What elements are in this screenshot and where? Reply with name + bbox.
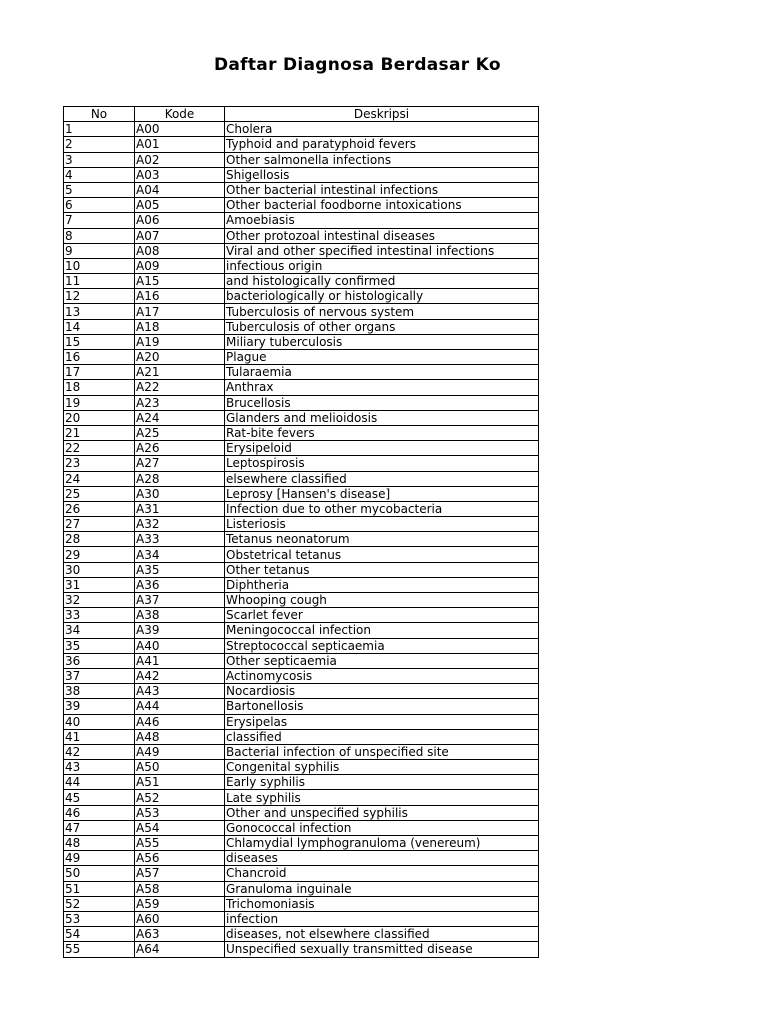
cell-no: 19 xyxy=(64,395,135,410)
cell-no: 50 xyxy=(64,866,135,881)
table-row xyxy=(64,744,539,759)
cell-deskripsi: Tuberculosis of other organs xyxy=(225,319,539,334)
cell-deskripsi: Anthrax xyxy=(225,380,539,395)
cell-no: 14 xyxy=(64,319,135,334)
table-row xyxy=(64,380,539,395)
table-row xyxy=(64,547,539,562)
cell-kode: A56 xyxy=(135,851,225,866)
table-row xyxy=(64,258,539,273)
cell-no: 47 xyxy=(64,820,135,835)
table-row xyxy=(64,684,539,699)
cell-no: 23 xyxy=(64,456,135,471)
cell-kode: A17 xyxy=(135,304,225,319)
cell-no: 30 xyxy=(64,562,135,577)
cell-no: 31 xyxy=(64,577,135,592)
cell-no: 22 xyxy=(64,441,135,456)
cell-deskripsi: Amoebiasis xyxy=(225,213,539,228)
cell-deskripsi: diseases, not elsewhere classified xyxy=(225,927,539,942)
table-row xyxy=(64,350,539,365)
header-row xyxy=(64,107,539,122)
cell-kode: A21 xyxy=(135,365,225,380)
cell-kode: A60 xyxy=(135,911,225,926)
cell-kode: A49 xyxy=(135,744,225,759)
cell-deskripsi: Early syphilis xyxy=(225,775,539,790)
table-row xyxy=(64,319,539,334)
cell-deskripsi: Typhoid and paratyphoid fevers xyxy=(225,137,539,152)
cell-kode: A51 xyxy=(135,775,225,790)
table-row xyxy=(64,456,539,471)
table-row xyxy=(64,365,539,380)
cell-no: 6 xyxy=(64,198,135,213)
table-row xyxy=(64,653,539,668)
cell-kode: A48 xyxy=(135,729,225,744)
cell-deskripsi: Chlamydial lymphogranuloma (venereum) xyxy=(225,836,539,851)
cell-deskripsi: Whooping cough xyxy=(225,593,539,608)
cell-no: 44 xyxy=(64,775,135,790)
cell-kode: A46 xyxy=(135,714,225,729)
cell-deskripsi: Miliary tuberculosis xyxy=(225,334,539,349)
cell-no: 27 xyxy=(64,517,135,532)
cell-deskripsi: Unspecified sexually transmitted disease xyxy=(225,942,539,957)
cell-deskripsi: diseases xyxy=(225,851,539,866)
cell-no: 49 xyxy=(64,851,135,866)
cell-no: 5 xyxy=(64,182,135,197)
cell-no: 41 xyxy=(64,729,135,744)
table-row xyxy=(64,851,539,866)
cell-deskripsi: Other septicaemia xyxy=(225,653,539,668)
table-row xyxy=(64,410,539,425)
cell-no: 42 xyxy=(64,744,135,759)
cell-kode: A31 xyxy=(135,501,225,516)
cell-kode: A35 xyxy=(135,562,225,577)
table-row xyxy=(64,805,539,820)
cell-kode: A38 xyxy=(135,608,225,623)
table-row xyxy=(64,668,539,683)
column-header-deskripsi: Deskripsi xyxy=(225,107,539,122)
table-row xyxy=(64,182,539,197)
cell-deskripsi: Other salmonella infections xyxy=(225,152,539,167)
table-row xyxy=(64,836,539,851)
cell-deskripsi: Scarlet fever xyxy=(225,608,539,623)
cell-deskripsi: Other protozoal intestinal diseases xyxy=(225,228,539,243)
cell-deskripsi: bacteriologically or histologically xyxy=(225,289,539,304)
cell-kode: A59 xyxy=(135,896,225,911)
table-row xyxy=(64,228,539,243)
table-row xyxy=(64,729,539,744)
cell-no: 52 xyxy=(64,896,135,911)
cell-no: 20 xyxy=(64,410,135,425)
cell-no: 3 xyxy=(64,152,135,167)
table-row xyxy=(64,137,539,152)
cell-kode: A25 xyxy=(135,425,225,440)
cell-kode: A64 xyxy=(135,942,225,957)
diagnosis-table xyxy=(63,106,539,958)
cell-deskripsi: Erysipelas xyxy=(225,714,539,729)
cell-kode: A24 xyxy=(135,410,225,425)
cell-no: 35 xyxy=(64,638,135,653)
table-row xyxy=(64,593,539,608)
cell-deskripsi: Granuloma inguinale xyxy=(225,881,539,896)
cell-kode: A44 xyxy=(135,699,225,714)
cell-kode: A33 xyxy=(135,532,225,547)
cell-deskripsi: Shigellosis xyxy=(225,167,539,182)
table-row xyxy=(64,881,539,896)
cell-deskripsi: Leptospirosis xyxy=(225,456,539,471)
cell-kode: A39 xyxy=(135,623,225,638)
cell-deskripsi: Viral and other specified intestinal infections xyxy=(225,243,539,258)
cell-no: 25 xyxy=(64,486,135,501)
table-row xyxy=(64,942,539,957)
table-row xyxy=(64,441,539,456)
cell-kode: A27 xyxy=(135,456,225,471)
cell-no: 18 xyxy=(64,380,135,395)
cell-deskripsi: Bartonellosis xyxy=(225,699,539,714)
cell-deskripsi: Erysipeloid xyxy=(225,441,539,456)
table-row xyxy=(64,198,539,213)
cell-no: 13 xyxy=(64,304,135,319)
cell-deskripsi: Plague xyxy=(225,350,539,365)
cell-no: 9 xyxy=(64,243,135,258)
cell-kode: A18 xyxy=(135,319,225,334)
cell-kode: A22 xyxy=(135,380,225,395)
cell-kode: A28 xyxy=(135,471,225,486)
column-header-kode: Kode xyxy=(135,107,225,122)
table-row xyxy=(64,304,539,319)
table-row xyxy=(64,167,539,182)
cell-no: 4 xyxy=(64,167,135,182)
cell-kode: A03 xyxy=(135,167,225,182)
table-row xyxy=(64,760,539,775)
cell-deskripsi: classified xyxy=(225,729,539,744)
table-row xyxy=(64,577,539,592)
cell-no: 10 xyxy=(64,258,135,273)
cell-deskripsi: Other bacterial intestinal infections xyxy=(225,182,539,197)
cell-deskripsi: Other and unspecified syphilis xyxy=(225,805,539,820)
cell-deskripsi: Congenital syphilis xyxy=(225,760,539,775)
cell-kode: A53 xyxy=(135,805,225,820)
cell-deskripsi: Brucellosis xyxy=(225,395,539,410)
cell-no: 1 xyxy=(64,122,135,137)
cell-kode: A50 xyxy=(135,760,225,775)
table-row xyxy=(64,243,539,258)
cell-deskripsi: Meningococcal infection xyxy=(225,623,539,638)
cell-no: 51 xyxy=(64,881,135,896)
cell-no: 46 xyxy=(64,805,135,820)
cell-kode: A40 xyxy=(135,638,225,653)
cell-kode: A52 xyxy=(135,790,225,805)
table-row xyxy=(64,395,539,410)
table-row xyxy=(64,699,539,714)
cell-kode: A30 xyxy=(135,486,225,501)
cell-no: 17 xyxy=(64,365,135,380)
cell-no: 53 xyxy=(64,911,135,926)
table-row xyxy=(64,562,539,577)
cell-no: 28 xyxy=(64,532,135,547)
table-row xyxy=(64,820,539,835)
cell-deskripsi: Tuberculosis of nervous system xyxy=(225,304,539,319)
column-header-no: No xyxy=(64,107,135,122)
cell-no: 12 xyxy=(64,289,135,304)
cell-kode: A26 xyxy=(135,441,225,456)
cell-deskripsi: Bacterial infection of unspecified site xyxy=(225,744,539,759)
cell-deskripsi: Glanders and melioidosis xyxy=(225,410,539,425)
cell-no: 45 xyxy=(64,790,135,805)
table-row xyxy=(64,790,539,805)
cell-kode: A32 xyxy=(135,517,225,532)
cell-kode: A23 xyxy=(135,395,225,410)
table-row xyxy=(64,532,539,547)
table-row xyxy=(64,638,539,653)
cell-kode: A16 xyxy=(135,289,225,304)
table-row xyxy=(64,334,539,349)
table-row xyxy=(64,608,539,623)
cell-kode: A63 xyxy=(135,927,225,942)
cell-kode: A36 xyxy=(135,577,225,592)
table-row xyxy=(64,775,539,790)
cell-deskripsi: Tularaemia xyxy=(225,365,539,380)
table-row xyxy=(64,213,539,228)
diagnosis-table-container xyxy=(63,106,539,958)
cell-kode: A19 xyxy=(135,334,225,349)
cell-no: 36 xyxy=(64,653,135,668)
cell-kode: A05 xyxy=(135,198,225,213)
cell-no: 15 xyxy=(64,334,135,349)
cell-no: 55 xyxy=(64,942,135,957)
cell-kode: A55 xyxy=(135,836,225,851)
cell-deskripsi: Cholera xyxy=(225,122,539,137)
cell-deskripsi: infection xyxy=(225,911,539,926)
cell-kode: A08 xyxy=(135,243,225,258)
table-row xyxy=(64,486,539,501)
cell-deskripsi: Late syphilis xyxy=(225,790,539,805)
cell-no: 48 xyxy=(64,836,135,851)
cell-kode: A54 xyxy=(135,820,225,835)
table-row xyxy=(64,122,539,137)
cell-deskripsi: Trichomoniasis xyxy=(225,896,539,911)
cell-no: 37 xyxy=(64,668,135,683)
cell-deskripsi: Streptococcal septicaemia xyxy=(225,638,539,653)
cell-kode: A34 xyxy=(135,547,225,562)
table-row xyxy=(64,501,539,516)
cell-kode: A20 xyxy=(135,350,225,365)
table-row xyxy=(64,274,539,289)
table-header xyxy=(64,107,539,122)
cell-kode: A06 xyxy=(135,213,225,228)
cell-no: 39 xyxy=(64,699,135,714)
cell-no: 40 xyxy=(64,714,135,729)
cell-deskripsi: Rat-bite fevers xyxy=(225,425,539,440)
cell-kode: A07 xyxy=(135,228,225,243)
cell-deskripsi: Other tetanus xyxy=(225,562,539,577)
cell-deskripsi: Listeriosis xyxy=(225,517,539,532)
cell-deskripsi: and histologically confirmed xyxy=(225,274,539,289)
cell-kode: A15 xyxy=(135,274,225,289)
table-row xyxy=(64,471,539,486)
cell-kode: A00 xyxy=(135,122,225,137)
cell-deskripsi: Actinomycosis xyxy=(225,668,539,683)
cell-kode: A01 xyxy=(135,137,225,152)
cell-no: 11 xyxy=(64,274,135,289)
cell-kode: A58 xyxy=(135,881,225,896)
cell-deskripsi: infectious origin xyxy=(225,258,539,273)
table-row xyxy=(64,517,539,532)
cell-no: 2 xyxy=(64,137,135,152)
cell-no: 29 xyxy=(64,547,135,562)
cell-deskripsi: Gonococcal infection xyxy=(225,820,539,835)
table-row xyxy=(64,896,539,911)
cell-kode: A37 xyxy=(135,593,225,608)
table-row xyxy=(64,623,539,638)
cell-kode: A41 xyxy=(135,653,225,668)
cell-no: 26 xyxy=(64,501,135,516)
cell-deskripsi: Infection due to other mycobacteria xyxy=(225,501,539,516)
cell-deskripsi: Tetanus neonatorum xyxy=(225,532,539,547)
cell-deskripsi: Nocardiosis xyxy=(225,684,539,699)
cell-no: 38 xyxy=(64,684,135,699)
cell-deskripsi: Obstetrical tetanus xyxy=(225,547,539,562)
cell-kode: A02 xyxy=(135,152,225,167)
cell-deskripsi: Chancroid xyxy=(225,866,539,881)
table-row xyxy=(64,152,539,167)
table-row xyxy=(64,425,539,440)
cell-no: 34 xyxy=(64,623,135,638)
cell-kode: A04 xyxy=(135,182,225,197)
page-title: Daftar Diagnosa Berdasar Ko xyxy=(214,55,501,75)
cell-no: 32 xyxy=(64,593,135,608)
cell-kode: A43 xyxy=(135,684,225,699)
cell-no: 21 xyxy=(64,425,135,440)
cell-no: 33 xyxy=(64,608,135,623)
table-row xyxy=(64,866,539,881)
cell-no: 54 xyxy=(64,927,135,942)
table-row xyxy=(64,911,539,926)
cell-kode: A42 xyxy=(135,668,225,683)
table-row xyxy=(64,927,539,942)
cell-deskripsi: elsewhere classified xyxy=(225,471,539,486)
cell-no: 7 xyxy=(64,213,135,228)
cell-deskripsi: Other bacterial foodborne intoxications xyxy=(225,198,539,213)
cell-no: 43 xyxy=(64,760,135,775)
cell-deskripsi: Leprosy [Hansen's disease] xyxy=(225,486,539,501)
table-row xyxy=(64,289,539,304)
cell-no: 8 xyxy=(64,228,135,243)
cell-kode: A57 xyxy=(135,866,225,881)
cell-no: 24 xyxy=(64,471,135,486)
cell-kode: A09 xyxy=(135,258,225,273)
cell-deskripsi: Diphtheria xyxy=(225,577,539,592)
cell-no: 16 xyxy=(64,350,135,365)
table-body xyxy=(64,122,539,957)
table-row xyxy=(64,714,539,729)
